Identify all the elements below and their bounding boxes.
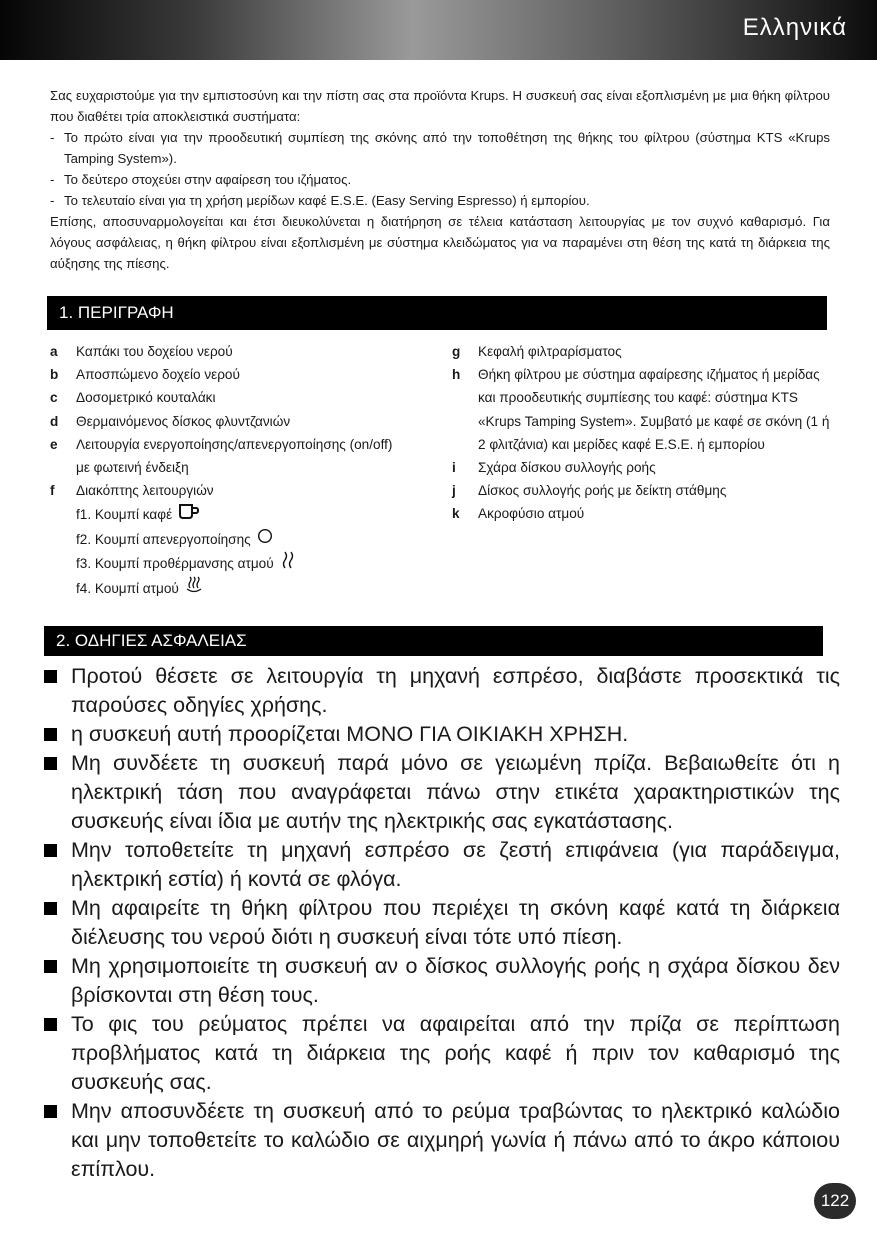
steam-preheat-icon: [280, 551, 298, 576]
safety-bullet: Μη συνδέετε τη συσκευή παρά μόνο σε γειωμένη πρίζα. Βεβαιωθείτε ότι η ηλεκτρική τάση που αναγράφεται πάνω στην ετικέτα χαρακτηριστικών της συσκευής είναι ίδια με αυτήν της ηλεκτρικής σας εγκατάστασης.: [44, 749, 840, 836]
square-bullet-icon: [44, 757, 57, 770]
description-item: e Λειτουργία ενεργοποίησης/απενεργοποίησης (on/off) με φωτεινή ένδειξη: [50, 436, 393, 476]
description-item: c Δοσομετρικό κουταλάκι: [50, 390, 216, 406]
page-number: 122: [814, 1183, 856, 1219]
intro-dash-item: - Το δεύτερο στοχεύει στην αφαίρεση του ιζήματος.: [50, 169, 830, 190]
square-bullet-icon: [44, 728, 57, 741]
intro-text: [50, 85, 830, 274]
steam-icon: [185, 576, 203, 601]
safety-bullet: Μη αφαιρείτε τη θήκη φίλτρου που περιέχει τη σκόνη καφέ κατά τη διάρκεια διέλευσης του νερού διότι η συσκευή είναι τότε υπό πίεση.: [44, 894, 840, 952]
coffee-cup-icon: [178, 502, 200, 527]
section-title-description: 1. ΠΕΡΙΓΡΑΦΗ: [47, 296, 827, 330]
safety-bullet: Μην τοποθετείτε τη μηχανή εσπρέσο σε ζεστή επιφάνεια (για παράδειγμα, ηλεκτρική εστία) ή κοντά σε φλόγα.: [44, 836, 840, 894]
description-list-right: [452, 340, 832, 526]
sub-item-coffee: f1. Κουμπί καφέ: [50, 502, 410, 527]
intro-dash-item: - Το πρώτο είναι για την προοδευτική συμπίεση της σκόνης από την τοποθέτηση της θήκης του φίλτρου (σύστημα KTS «Krups Tamping System»).: [50, 127, 830, 169]
square-bullet-icon: [44, 670, 57, 683]
header-bar: [0, 0, 877, 60]
safety-instructions: [44, 662, 840, 1184]
square-bullet-icon: [44, 902, 57, 915]
intro-paragraph: Επίσης, αποσυναρμολογείται και έτσι διευκολύνεται η διατήρηση σε τέλεια κατάσταση λειτουργίας με τον συχνό καθαρισμό. Για λόγους ασφάλειας, η θήκη φίλτρου είναι εξοπλισμένη με σύστημα κλειδώματος για να παραμένει στη θέση της κατά τη διάρκεια της αύξησης της πίεσης.: [50, 214, 830, 271]
section-title-safety: 2. ΟΔΗΓΙΕΣ ΑΣΦΑΛΕΙΑΣ: [44, 626, 823, 656]
dash-symbol: -: [50, 193, 55, 208]
sub-item-off: f2. Κουμπί απενεργοποίησης: [50, 528, 410, 551]
description-item: d Θερμαινόμενος δίσκος φλυντζανιών: [50, 413, 291, 429]
intro-dash-item: - Το τελευταίο είναι για τη χρήση μερίδων καφέ E.S.E. (Easy Serving Espresso) ή εμπορίου.: [50, 190, 830, 211]
language-label: Ελληνικά: [742, 14, 847, 41]
description-item: j Δίσκος συλλογής ροής με δείκτη στάθμης: [452, 483, 727, 499]
sub-item-steam-preheat: f3. Κουμπί προθέρμανσης ατμού: [50, 551, 410, 576]
safety-bullet: Μην αποσυνδέετε τη συσκευή από το ρεύμα τραβώντας το ηλεκτρικό καλώδιο και μην τοποθετείτε το καλώδιο σε αιχμηρή γωνία ή πάνω από το άκρο κάποιου επίπλου.: [44, 1097, 840, 1184]
square-bullet-icon: [44, 844, 57, 857]
safety-bullet: Το φις του ρεύματος πρέπει να αφαιρείται από την πρίζα σε περίπτωση προβλήματος κατά τη διάρκεια της ροής καφέ ή πριν τον καθαρισμό της συσκευής σας.: [44, 1010, 840, 1097]
sub-item-steam: f4. Κουμπί ατμού: [50, 576, 410, 601]
description-item: i Σχάρα δίσκου συλλογής ροής: [452, 460, 656, 476]
description-item: b Αποσπώμενο δοχείο νερού: [50, 367, 240, 383]
description-item: f Διακόπτης λειτουργιών: [50, 483, 214, 499]
dash-symbol: -: [50, 172, 55, 187]
safety-bullet: Μη χρησιμοποιείτε τη συσκευή αν ο δίσκος συλλογής ροής η σχάρα δίσκου δεν βρίσκονται στη θέση τους.: [44, 952, 840, 1010]
circle-off-icon: [257, 528, 273, 551]
intro-paragraph: Σας ευχαριστούμε για την εμπιστοσύνη και την πίστη σας στα προϊόντα Krups. Η συσκευή σας είναι εξοπλισμένη με μια θήκη φίλτρου που διαθέτει τρία αποκλειστικά συστήματα:: [50, 88, 830, 124]
square-bullet-icon: [44, 1018, 57, 1031]
description-item: a Καπάκι του δοχείου νερού: [50, 344, 233, 359]
description-item: h Θήκη φίλτρου με σύστημα αφαίρεσης ιζήματος ή μερίδας και προοδευτικής συμπίεσης του καφέ: σύστημα KTS «Krups Tamping System». Συμβατό με καφέ σε σκόνη (1 ή 2 φλιτζάνια) και μερίδες καφέ E.S.E. ή εμπορίου: [452, 367, 830, 452]
dash-symbol: -: [50, 130, 55, 145]
square-bullet-icon: [44, 960, 57, 973]
description-item: k Ακροφύσιο ατμού: [452, 506, 585, 522]
square-bullet-icon: [44, 1105, 57, 1118]
safety-bullet: Προτού θέσετε σε λειτουργία τη μηχανή εσπρέσο, διαβάστε προσεκτικά τις παρούσες οδηγίες χρήσης.: [44, 662, 840, 720]
description-item: g Κεφαλή φιλτραρίσματος: [452, 344, 622, 359]
description-list-left: [50, 340, 410, 601]
safety-bullet: η συσκευή αυτή προορίζεται ΜΟΝΟ ΓΙΑ ΟΙΚΙΑΚΗ ΧΡΗΣΗ.: [44, 720, 840, 749]
